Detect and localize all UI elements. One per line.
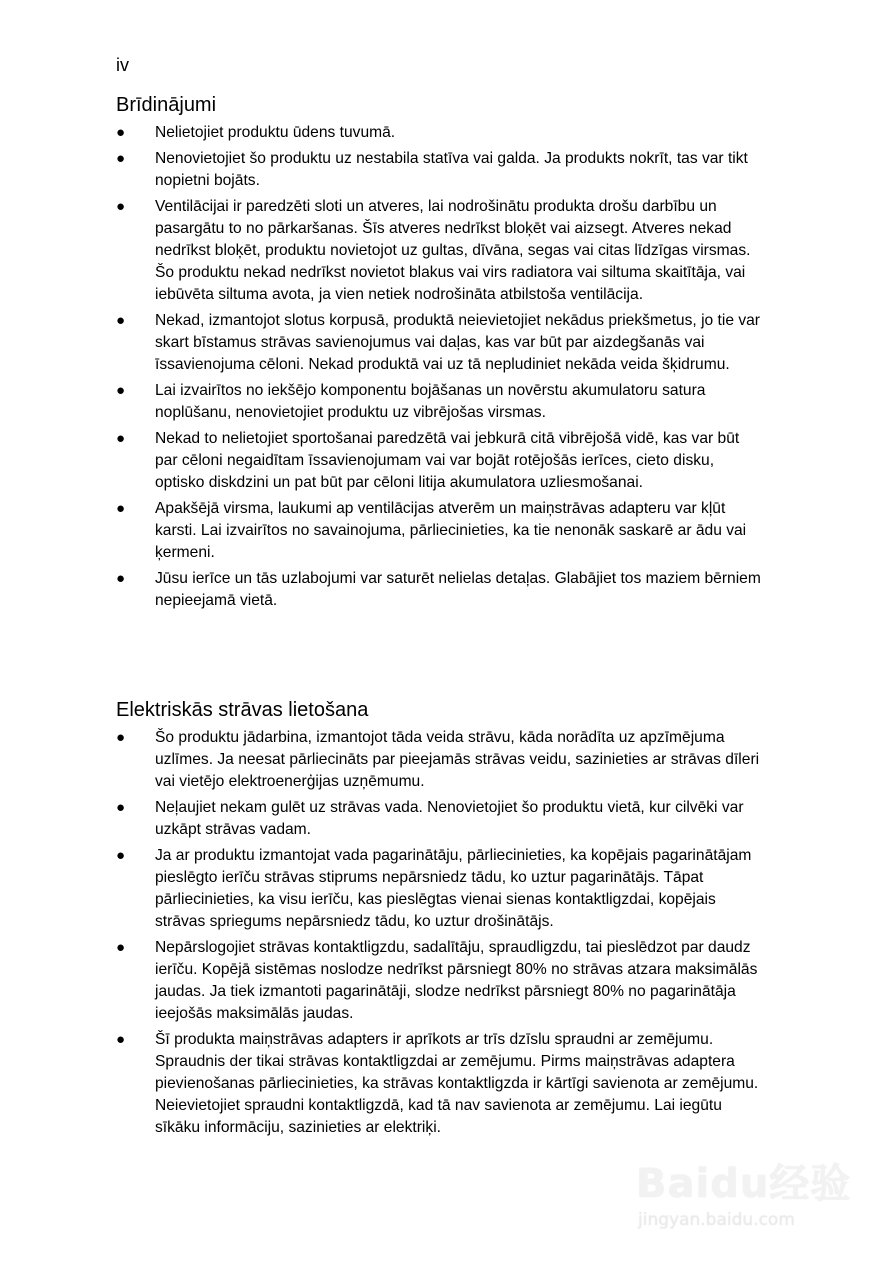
bullet-icon: ● [116,124,126,141]
list-item [116,797,766,841]
bullet-icon: ● [116,729,126,746]
list-item [116,310,766,376]
list-item [116,845,766,933]
bullet-icon: ● [116,799,126,816]
list-item-text: Nenovietojiet šo produktu uz nestabila statīva vai galda. Ja produkts nokrīt, tas var tikt nopietni bojāts. [155,150,748,189]
list-item [116,937,766,1025]
list-item-text: Nelietojiet produktu ūdens tuvumā. [155,124,396,141]
list-item-text: Nekad to nelietojiet sportošanai paredzētā vai jebkurā citā vibrējošā vidē, kas var būt par cēloni negaidītam īssavienojumam vai var bojāt rotējošās ierīces, cieto disku, optisko diskdzini un pat būt par cēloni litija akumulatora uzliesmošanai. [155,430,740,491]
list-item [116,122,766,144]
power-list [116,727,766,1139]
bullet-icon: ● [116,430,126,447]
list-item-text: Šī produkta maiņstrāvas adapters ir aprīkots ar trīs dzīslu spraudni ar zemējumu. Spraudnis der tikai strāvas kontaktligzdai ar zemējumu. Pirms maiņstrāvas adaptera pievienošanas pārliecinieties, ka strāvas kontaktligzda ir kārtīgi savienota ar zemējumu. Neievietojiet spraudni kontaktligzdā, kad tā nav savienota ar zemējumu. Lai iegūtu sīkāku informāciju, sazinieties ar elektriķi. [155,1031,759,1136]
list-item-text: Ja ar produktu izmantojat vada pagarinātāju, pārliecinieties, ka kopējais pagarinātājam pieslēgto ierīču strāvas stiprums nepārsniedz tādu, ko uztur pagarinātājs. Tāpat pārliecinieties, ka visu ierīču, kas pieslēgtas vienai sienas kontaktligzdai, kopējais strāvas spriegums nepārsniedz tādu, ko uztur drošinātājs. [155,847,752,930]
bullet-icon: ● [116,150,126,167]
list-item-text: Lai izvairītos no iekšējo komponentu bojāšanas un novērstu akumulatoru satura noplūšanu, nenovietojiet produktu uz vibrējošas virsmas. [155,382,706,421]
list-item-text: Nepārslogojiet strāvas kontaktligzdu, sadalītāju, spraudligzdu, tai pieslēdzot par daudz ierīču. Kopējā sistēmas noslodze nedrīkst pārsniegt 80% no strāvas atzara maksimālās jaudas. Ja tiek izmantoti pagarinātāji, slodze nedrīkst pārsniegt 80% no pagarinātāja ieejošās maksimālās jaudas. [155,939,758,1022]
list-item-text: Ventilācijai ir paredzēti sloti un atveres, lai nodrošinātu produkta drošu darbību un pasargātu to no pārkaršanas. Šīs atveres nedrīkst bloķēt vai aizsegt. Atveres nekad nedrīkst bloķēt, produktu novietojot uz gultas, dīvāna, segas vai citas līdzīgas virsmas. Šo produktu nekad nedrīkst novietot blakus vai virs radiatora vai siltuma skaitītāja, vai iebūvēta siltuma avota, ja vien netiek nodrošināta atbilstoša ventilācija. [155,198,751,303]
section-warnings [116,92,766,616]
baidu-logo-icon: Baidu经验 [636,1161,852,1207]
bullet-icon: ● [116,939,126,956]
baidu-watermark [636,1160,856,1270]
bullet-icon: ● [116,312,126,329]
list-item-text: Jūsu ierīce un tās uzlabojumi var saturēt nelielas detaļas. Glabājiet tos maziem bērniem nepieejamā vietā. [155,570,761,609]
list-item [116,498,766,564]
warnings-list [116,122,766,612]
list-item [116,428,766,494]
list-item [116,148,766,192]
list-item [116,1029,766,1139]
bullet-icon: ● [116,1031,126,1048]
bullet-icon: ● [116,847,126,864]
section-power-usage [116,697,766,1143]
section-title-power: Elektriskās strāvas lietošana [116,699,369,721]
list-item-text: Neļaujiet nekam gulēt uz strāvas vada. Nenovietojiet šo produktu vietā, kur cilvēki var uzkāpt strāvas vadam. [155,799,744,838]
list-item-text: Šo produktu jādarbina, izmantojot tāda veida strāvu, kāda norādīta uz apzīmējuma uzlīmes. Ja neesat pārliecināts par pieejamās strāvas veidu, sazinieties ar strāvas dīleri vai vietējo elektroenerģijas uzņēmumu. [155,729,760,790]
list-item [116,568,766,612]
list-item [116,196,766,306]
page-number: iv [116,55,129,75]
list-item-text: Apakšējā virsma, laukumi ap ventilācijas atverēm un maiņstrāvas adapteru var kļūt karsti. Lai izvairītos no savainojuma, pārliecinieties, ka tie nenonāk saskarē ar ādu vai ķermeni. [155,500,747,561]
bullet-icon: ● [116,198,126,215]
watermark-url: jingyan.baidu.com [638,1210,795,1230]
bullet-icon: ● [116,570,126,587]
list-item-text: Nekad, izmantojot slotus korpusā, produktā neievietojiet nekādus priekšmetus, jo tie var skart bīstamus strāvas savienojumus vai daļas, kas var būt par aizdegšanās vai īssavienojuma cēloni. Nekad produktā vai uz tā nepludiniet nekāda veida šķidrumu. [155,312,761,373]
section-title-warnings: Brīdinājumi [116,94,217,116]
list-item [116,380,766,424]
bullet-icon: ● [116,382,126,399]
bullet-icon: ● [116,500,126,517]
list-item [116,727,766,793]
